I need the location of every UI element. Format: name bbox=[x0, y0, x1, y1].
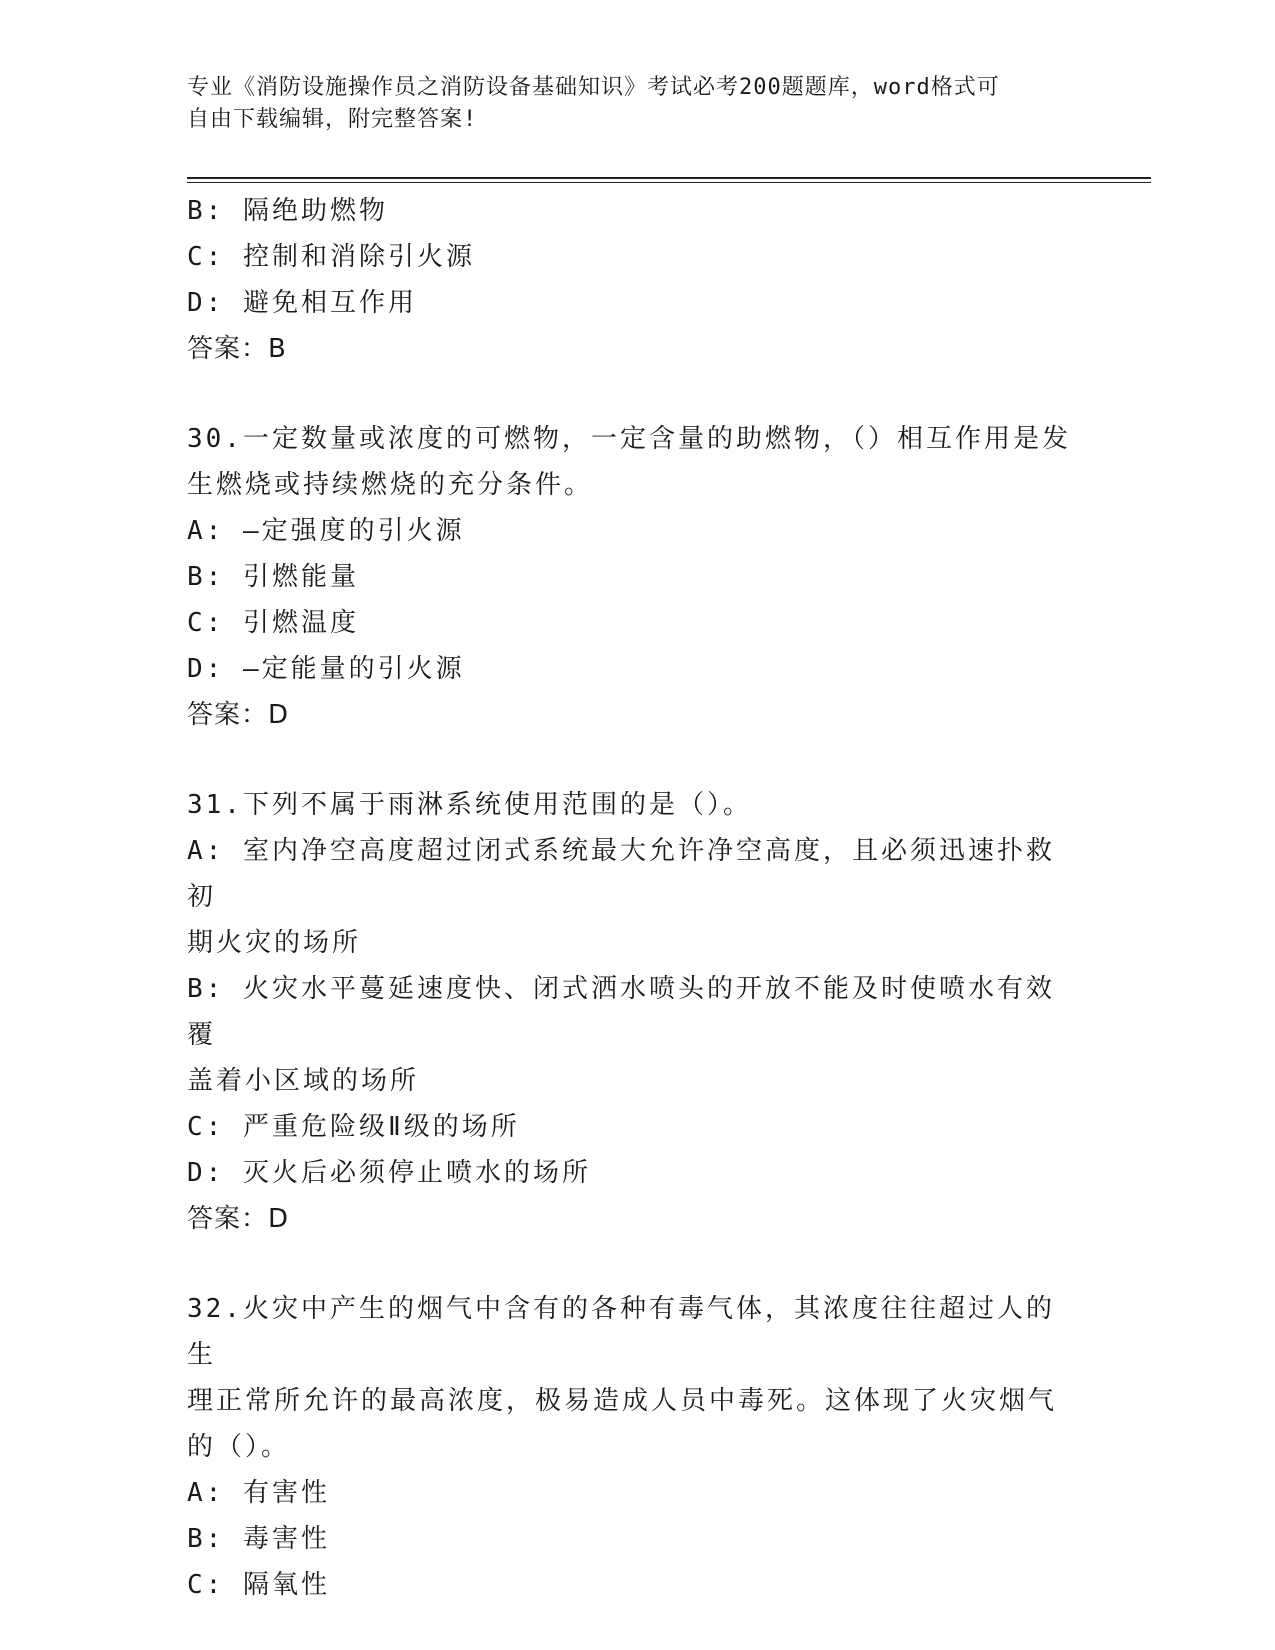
header-rule-thick bbox=[187, 177, 1151, 179]
answer-label: 答案：D bbox=[187, 1204, 290, 1234]
option-a: A: 有害性 bbox=[187, 1478, 330, 1508]
option-c: C: 控制和消除引火源 bbox=[187, 242, 475, 272]
question-stem-line-2: 理正常所允许的最高浓度，极易造成人员中毒死。这体现了火灾烟气 bbox=[187, 1386, 1058, 1416]
answer-label: 答案：D bbox=[187, 700, 290, 730]
document-body bbox=[187, 188, 1077, 1608]
question-stem-line-3: 的（）。 bbox=[187, 1432, 291, 1462]
header-rule-thin bbox=[187, 182, 1151, 183]
question-stem-line-1: 32.火灾中产生的烟气中含有的各种有毒气体，其浓度往往超过人的生 bbox=[187, 1294, 1055, 1370]
option-b-line-1: B: 火灾水平蔓延速度快、闭式洒水喷头的开放不能及时使喷水有效覆 bbox=[187, 974, 1055, 1050]
question-30 bbox=[187, 416, 1077, 738]
question-stem-line-1: 30.一定数量或浓度的可燃物，一定含量的助燃物，（）相互作用是发 bbox=[187, 424, 1071, 454]
option-d: D: 避免相互作用 bbox=[187, 288, 417, 318]
header-line-1: 专业《消防设施操作员之消防设备基础知识》考试必考200题题库，word格式可 bbox=[187, 75, 1000, 100]
option-c: C: 隔氧性 bbox=[187, 1570, 330, 1600]
option-b: B: 毒害性 bbox=[187, 1524, 330, 1554]
question-stem-line-1: 31.下列不属于雨淋系统使用范围的是（）。 bbox=[187, 790, 752, 820]
header-line-2: 自由下载编辑，附完整答案! bbox=[187, 107, 478, 132]
question-stem-line-2: 生燃烧或持续燃烧的充分条件。 bbox=[187, 470, 594, 500]
option-b: B: 隔绝助燃物 bbox=[187, 196, 388, 226]
question-31 bbox=[187, 782, 1077, 1242]
question-29-continued bbox=[187, 188, 1077, 372]
option-d: D: 灭火后必须停止喷水的场所 bbox=[187, 1158, 591, 1188]
option-a-line-2: 期火灾的场所 bbox=[187, 928, 362, 958]
option-a: A: —定强度的引火源 bbox=[187, 516, 465, 546]
option-c: C: 严重危险级Ⅱ级的场所 bbox=[187, 1112, 520, 1142]
option-b-line-2: 盖着小区域的场所 bbox=[187, 1066, 420, 1096]
option-d: D: —定能量的引火源 bbox=[187, 654, 465, 684]
option-a-line-1: A: 室内净空高度超过闭式系统最大允许净空高度，且必须迅速扑救初 bbox=[187, 836, 1055, 912]
question-32 bbox=[187, 1286, 1077, 1608]
option-b: B: 引燃能量 bbox=[187, 562, 359, 592]
answer-label: 答案：B bbox=[187, 334, 287, 364]
option-c: C: 引燃温度 bbox=[187, 608, 359, 638]
document-header bbox=[187, 72, 1067, 136]
